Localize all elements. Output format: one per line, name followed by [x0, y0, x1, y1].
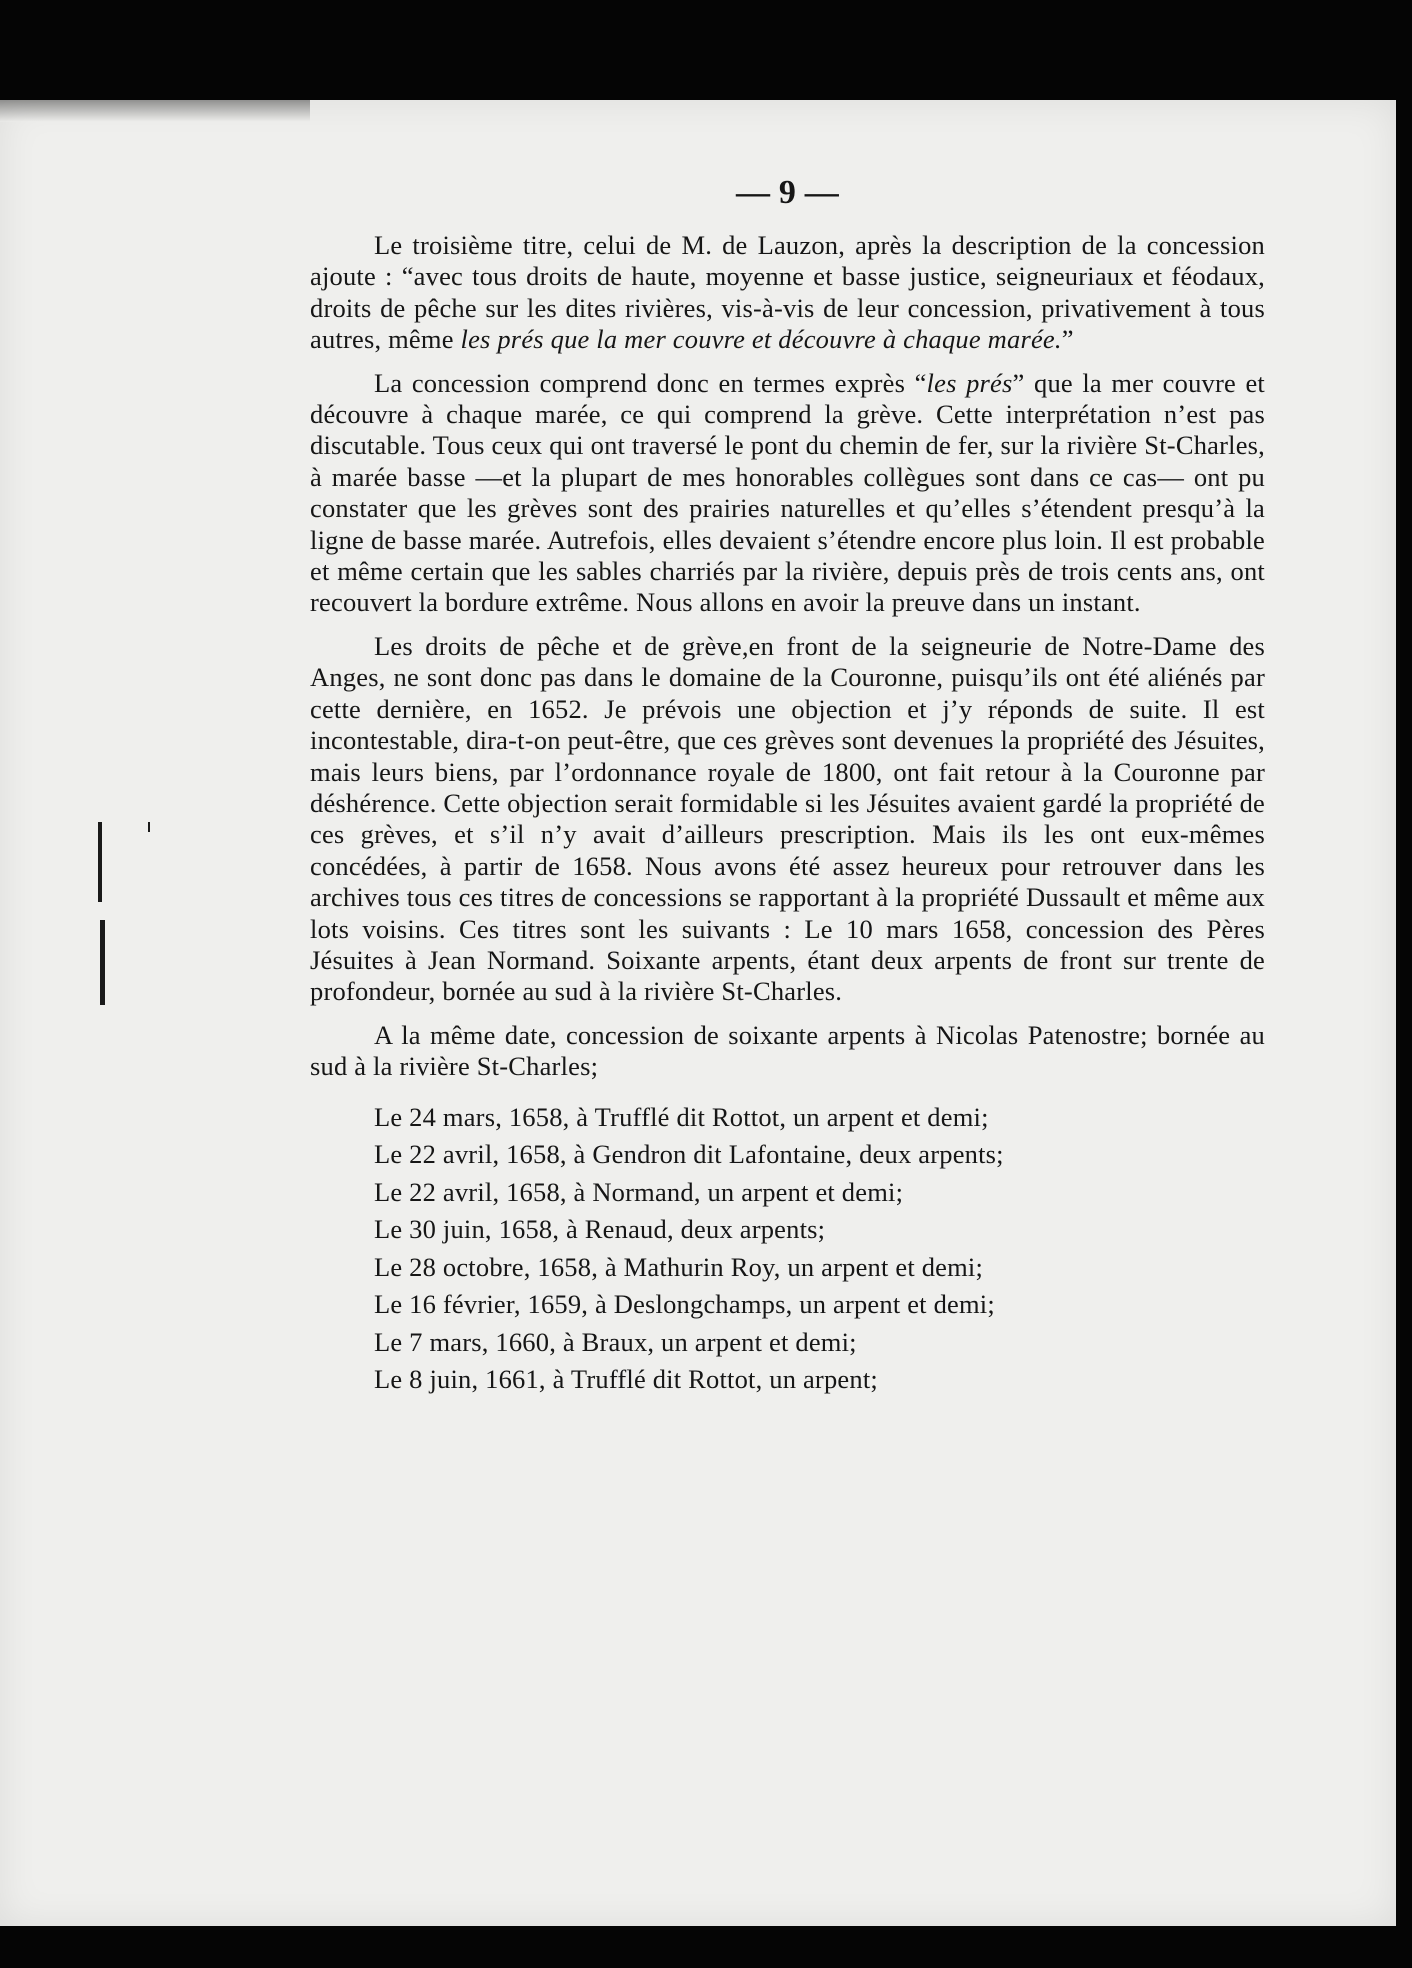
closing-quote: ”: [1061, 324, 1074, 355]
paragraph-text: ” que la mer couvre et découvre à chaque marée, ce qui comprend la grève. Cette interprétation n’est pas discutable. Tous ceux qui ont traversé le pont du chemin de fer, sur la rivière St-Charles, à marée basse —et la plupart de mes honorables collègues sont dans ce cas— ont pu constater que les grèves sont des prairies naturelles et qu’elles s’étendent presqu’à la ligne de basse marée. Autrefois, elles devaient s’étendre encore plus loin. Il est probable et même certain que les sables charriés par la rivière, depuis près de trois cents ans, ont recouvert la bordure extrême. Nous allons en avoir la preuve dans un instant.: [310, 367, 1265, 618]
paragraph-patenostre: A la même date, concession de soixante arpents à Nicolas Patenostre; bornée au sud à la rivière St-Charles;: [310, 1019, 1265, 1082]
list-item: Le 28 octobre, 1658, à Mathurin Roy, un arpent et demi;: [374, 1251, 984, 1282]
list-item: Le 8 juin, 1661, à Trufflé dit Rottot, un arpent;: [374, 1364, 878, 1395]
list-item: Le 24 mars, 1658, à Trufflé dit Rottot, un arpent et demi;: [374, 1101, 989, 1132]
paragraph-text: Le troisième titre, celui de M. de Lauzon, après la description de la concession ajoute : “avec tous droits de haute, moyenne et basse justice, seigneuriaux et féodaux, droits de pêche sur les dites rivières, vis-à-vis de leur concession, privativement à tous autres, même: [310, 230, 1265, 355]
list-item: Le 30 juin, 1658, à Renaud, deux arpents;: [374, 1214, 826, 1245]
margin-mark: [98, 822, 102, 902]
italic-term: les prés: [926, 367, 1013, 398]
paragraph-concession-meadows: [310, 368, 1265, 619]
list-item: Le 7 mars, 1660, à Braux, un arpent et demi;: [374, 1326, 857, 1357]
paragraph-fishing-rights: Les droits de pêche et de grève,en front de la seigneurie de Notre-Dame des Anges, ne sont donc pas dans le domaine de la Couronne, puisqu’ils ont été aliénés par cette dernière, en 1652. Je prévois une objection et j’y réponds de suite. Il est incontestable, dira-t-on peut-être, que ces grèves sont devenues la propriété des Jésuites, mais leurs biens, par l’ordonnance royale de 1800, ont fait retour à la Couronne par déshérence. Cette objection serait formidable si les Jésuites avaient gardé la propriété de ces grèves, et s’il n’y avait d’ailleurs prescription. Mais ils les ont eux-mêmes concédées, à partir de 1658. Nous avons été assez heureux pour retrouver dans les archives tous ces titres de concessions se rapportant à la propriété Dussault et même aux lots voisins. Ces titres sont les suivants : Le 10 mars 1658, concession des Pères Jésuites à Jean Normand. Soixante arpents, étant deux arpents de front sur trente de profondeur, bornée au sud à la rivière St-Charles.: [310, 630, 1265, 1007]
list-item: Le 22 avril, 1658, à Gendron dit Lafontaine, deux arpents;: [374, 1139, 1004, 1170]
page-number: — 9 —: [736, 174, 839, 211]
paragraph-lauzon-title: [310, 230, 1265, 356]
document-text: [310, 170, 1265, 1399]
concession-list: [374, 1099, 1265, 1398]
margin-mark: [148, 822, 150, 832]
italic-quote: les prés que la mer couvre et découvre à chaque marée.: [460, 324, 1062, 355]
list-item: Le 22 avril, 1658, à Normand, un arpent et demi;: [374, 1176, 904, 1207]
margin-mark: [100, 920, 105, 1005]
list-item: Le 16 février, 1659, à Deslongchamps, un arpent et demi;: [374, 1289, 995, 1320]
paragraph-text: La concession comprend donc en termes exprès “: [374, 367, 927, 398]
